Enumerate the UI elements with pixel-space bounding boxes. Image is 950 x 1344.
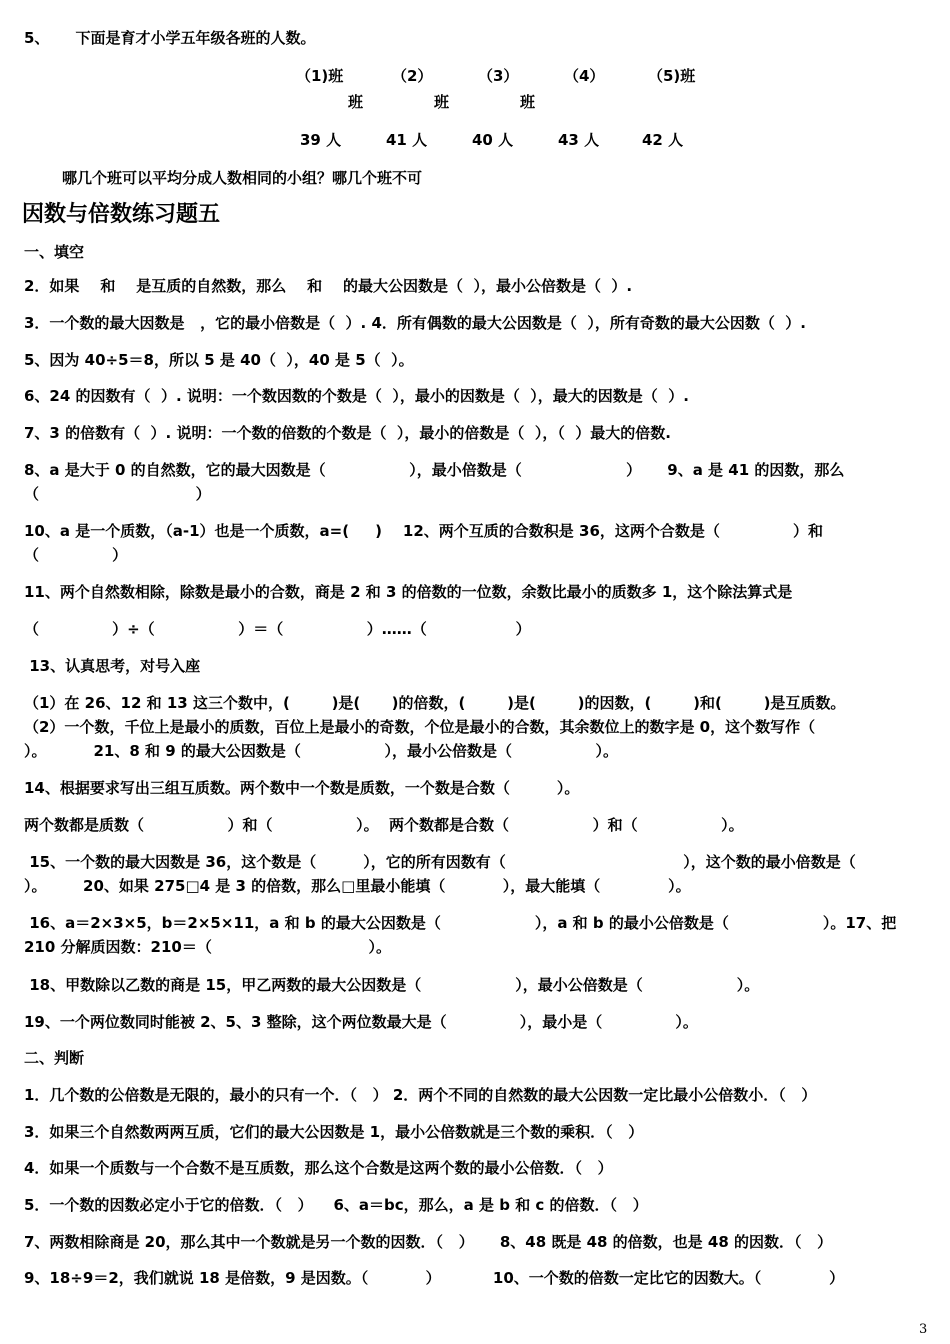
judge-line: 5．一个数的因数必定小于它的倍数．（ ） 6、a＝bc，那么，a 是 b 和 c 的倍数．（ ） [24, 1196, 648, 1214]
class-count-1: 39 人 [300, 131, 342, 149]
fill-line: 3．一个数的最大因数是 ，它的最小倍数是（ ）. 4．所有偶数的最大公因数是（ ），所有奇数的最大公因数（ ）. [24, 314, 806, 332]
section-fill-heading: 一、填空 [24, 243, 85, 261]
judge-line: 9、18÷9＝2，我们就说 18 是倍数，9 是因数。（ ） 10、一个数的倍数一定比它的因数大。（ ） [24, 1269, 845, 1287]
class-count-4: 43 人 [558, 131, 600, 149]
class-count-3: 40 人 [472, 131, 514, 149]
fill-line: ）。 21、8 和 9 的最大公因数是（ ），最小公倍数是（ ）。 [24, 742, 619, 760]
class-header-5: （5)班 [648, 67, 696, 85]
fill-line: ）。 20、如果 275□4 是 3 的倍数，那么□里最小能填（ ），最大能填（ ）。 [24, 877, 691, 895]
class-header-3-wrap: 班 [434, 93, 450, 111]
fill-line: 10、a 是一个质数，（a-1）也是一个质数，a=( ) 12、两个互质的合数积是 36，这两个合数是（ ）和 [24, 522, 823, 540]
fill-line: 210 分解质因数：210＝（ ）。 [24, 938, 392, 956]
fill-line: （ ） [24, 485, 211, 503]
class-header-3: （3） [478, 67, 519, 85]
fill-line: 13、认真思考，对号入座 [24, 657, 201, 675]
fill-line: （ ）÷（ ）＝（ ）……（ ） [24, 620, 531, 638]
q5-question: 哪几个班可以平均分成人数相同的小组？哪几个班不可 [62, 169, 423, 187]
fill-line: 15、一个数的最大因数是 36，这个数是（ ），它的所有因数有（ ），这个数的最小倍数是（ [24, 853, 856, 871]
fill-line: 8、a 是大于 0 的自然数，它的最大因数是（ ），最小倍数是（ ） 9、a 是 41 的因数，那么 [24, 461, 845, 479]
fill-line: 两个数都是质数（ ）和（ ）。 两个数都是合数（ ）和（ ）。 [24, 816, 744, 834]
fill-line: 16、a＝2×3×5，b＝2×5×11，a 和 b 的最大公因数是（ ），a 和 b 的最小公倍数是（ ）。17、把 [24, 914, 897, 932]
fill-line: （2）一个数，千位上是最小的质数，百位上是最小的奇数，个位是最小的合数，其余数位上的数字是 0，这个数写作（ [24, 718, 816, 736]
class-header-4: （4） [564, 67, 605, 85]
class-count-5: 42 人 [642, 131, 684, 149]
fill-line: （ ） [24, 546, 128, 564]
judge-line: 4．如果一个质数与一个合数不是互质数，那么这个合数是这两个数的最小公倍数．（ ） [24, 1159, 613, 1177]
class-count-2: 41 人 [386, 131, 428, 149]
class-header-2-wrap: 班 [348, 93, 364, 111]
class-header-2: （2） [392, 67, 433, 85]
fill-line: 6、24 的因数有（ ）. 说明：一个数因数的个数是（ ），最小的因数是（ ），最大的因数是（ ）. [24, 387, 689, 405]
fill-line: 14、根据要求写出三组互质数。两个数中一个数是质数，一个数是合数（ ）。 [24, 779, 580, 797]
fill-line: （1）在 26、12 和 13 这三个数中，( )是( )的倍数，( )是( )的因数，( )和( )是互质数。 [24, 694, 846, 712]
judge-line: 1．几个数的公倍数是无限的，最小的只有一个．（ ） 2．两个不同的自然数的最大公因数一定比最小公倍数小．（ ） [24, 1086, 817, 1104]
fill-line: 7、3 的倍数有（ ）. 说明：一个数的倍数的个数是（ ），最小的倍数是（ ），（ ）最大的倍数. [24, 424, 671, 442]
fill-line: 5、因为 40÷5＝8，所以 5 是 40（ ），40 是 5（ ）。 [24, 351, 414, 369]
fill-line: 19、一个两位数同时能被 2、5、3 整除，这个两位数最大是（ ），最小是（ ）。 [24, 1013, 698, 1031]
q5-intro: 5、 下面是育才小学五年级各班的人数。 [24, 29, 316, 47]
fill-line: 11、两个自然数相除，除数是最小的合数，商是 2 和 3 的倍数的一位数，余数比最小的质数多 1，这个除法算式是 [24, 583, 793, 601]
page-title: 因数与倍数练习题五 [22, 202, 221, 227]
section-judge-heading: 二、判断 [24, 1049, 85, 1067]
class-header-4-wrap: 班 [520, 93, 536, 111]
page-number: 3 [919, 1322, 928, 1337]
fill-line: 2．如果 和 是互质的自然数，那么 和 的最大公因数是（ ），最小公倍数是（ ）. [24, 277, 633, 295]
class-header-1: （1)班 [296, 67, 344, 85]
fill-line: 18、甲数除以乙数的商是 15，甲乙两数的最大公因数是（ ），最小公倍数是（ ）。 [24, 976, 760, 994]
judge-line: 7、两数相除商是 20，那么其中一个数就是另一个数的因数．（ ） 8、48 既是 48 的倍数，也是 48 的因数．（ ） [24, 1233, 833, 1251]
judge-line: 3．如果三个自然数两两互质，它们的最大公因数是 1，最小公倍数就是三个数的乘积．（ ） [24, 1123, 644, 1141]
